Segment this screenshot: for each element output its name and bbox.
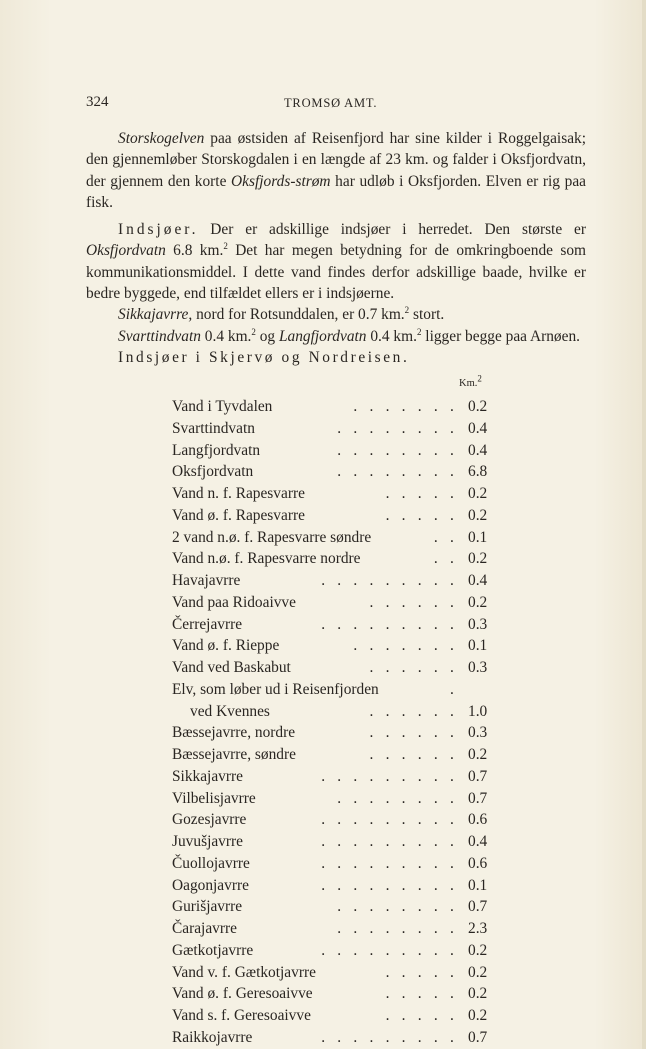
lake-name: Gætkotjavrre <box>172 941 254 959</box>
lake-name: Bæssejavrre, søndre <box>172 746 296 763</box>
table-row <box>172 505 492 527</box>
lake-name: 2 vand n.ø. f. Rapesvarre søndre <box>172 528 372 546</box>
leader-dots: . . . . . . . . . <box>321 1028 458 1046</box>
lake-area: 0.2 <box>468 985 488 1003</box>
leader-dots: . . . . . . . . . <box>321 833 458 850</box>
paragraph-indsjoer <box>86 219 586 304</box>
lake-area: 2.3 <box>468 920 488 937</box>
superscript: 2 <box>251 326 256 337</box>
leader-dots: . . . . . . <box>369 702 458 720</box>
lake-name: Elv, som løber ud i Reisenfjorden <box>172 680 379 698</box>
table-heading-paragraph <box>86 347 586 368</box>
superscript: 2 <box>416 326 422 337</box>
lake-name: Vilbelisjavrre <box>172 789 256 807</box>
lake-name: ved Kvennes <box>190 702 270 720</box>
lake-area: 6.8 <box>468 463 488 481</box>
paragraph-text: 0.4 km. <box>366 327 417 345</box>
lake-area: 0.2 <box>468 941 488 959</box>
lake-area: 0.2 <box>468 506 488 524</box>
paragraph-storskogelven <box>86 128 586 213</box>
lake-area: 0.7 <box>468 767 488 785</box>
leader-dots: . . . . . <box>385 506 458 524</box>
lake-name: Čerrejavrre <box>172 615 243 633</box>
lake-name: Langfjordvatn <box>172 441 261 459</box>
table-row <box>172 527 492 549</box>
table-row <box>172 918 492 940</box>
italic-term: Oksfjords-strøm <box>231 172 331 190</box>
lake-name: Vand v. f. Gætkotjavrre <box>172 963 316 981</box>
table-row <box>172 983 492 1005</box>
table-row <box>172 809 492 831</box>
lake-name: Vand n. f. Rapesvarre <box>172 485 305 502</box>
unit-header <box>459 373 482 389</box>
leader-dots: . . . . . . . <box>353 398 458 415</box>
superscript: 2 <box>223 241 228 252</box>
leader-dots: . . . . . . . . <box>337 789 458 807</box>
page-number: 324 <box>86 94 109 110</box>
table-row <box>172 679 492 701</box>
leader-dots: . . . . . <box>385 1007 458 1024</box>
leader-dots: . . . . . <box>385 985 458 1003</box>
paragraph-text: 6.8 km. <box>165 242 224 260</box>
table-row <box>172 614 492 636</box>
leader-dots: . . . . . . <box>369 746 458 763</box>
table-row <box>172 548 492 570</box>
lake-area: 0.4 <box>468 833 488 850</box>
body-text <box>86 128 586 368</box>
table-row <box>172 570 492 592</box>
table-row <box>172 896 492 918</box>
unit-label: Km. <box>459 378 478 389</box>
lake-area: 0.7 <box>468 789 488 807</box>
table-row <box>172 962 492 984</box>
lake-area: 0.1 <box>468 637 488 655</box>
paragraph-text: og <box>255 327 279 345</box>
paragraph-text: ligger begge paa Arnøen. <box>421 327 581 345</box>
lake-name: Oagonjavrre <box>172 876 249 894</box>
spaced-heading: Indsjøer. <box>118 221 199 239</box>
lake-name: Čuollojavrre <box>172 854 250 872</box>
lake-name: Vand ved Baskabut <box>172 659 291 676</box>
unit-superscript: 2 <box>477 373 482 384</box>
leader-dots: . . . . . . . . <box>337 441 458 459</box>
leader-dots: . . <box>433 528 458 546</box>
lake-name: Raikkojavrre <box>172 1028 253 1046</box>
lake-name: Vand s. f. Geresoaivve <box>172 1007 311 1024</box>
lake-area: 0.2 <box>468 485 488 502</box>
lake-name: Čarajavrre <box>172 920 237 937</box>
lake-name: Vand ø. f. Rieppe <box>172 637 280 655</box>
leader-dots: . . . . . . . . <box>337 463 458 481</box>
lake-area: 0.2 <box>468 746 488 763</box>
table-row <box>172 1005 492 1027</box>
lake-area: 0.3 <box>468 615 488 633</box>
table-row <box>172 440 492 462</box>
lake-area: 1.0 <box>468 702 488 720</box>
table-rows <box>172 396 492 1049</box>
lake-name: Svarttindvatn <box>172 419 255 437</box>
paragraph-text: paa østsiden af Reisenfjord har sine kilder i Roggelgaisak; den gjennemløber Storskogdalen i en længde af 23 km. og falder i Oksfjordvatn, der gjennem den korte <box>86 130 586 190</box>
table-row <box>172 592 492 614</box>
lake-area: 0.2 <box>468 398 488 415</box>
paragraph-sikkajavrre <box>86 304 586 325</box>
leader-dots: . . . . . . . <box>353 637 458 655</box>
table-row <box>172 744 492 766</box>
leader-dots: . . . . . . . . . <box>321 767 458 785</box>
lake-area: 0.4 <box>468 419 488 437</box>
leader-dots: . . . . . . <box>369 724 458 742</box>
lake-name: Sikkajavrre <box>172 767 243 785</box>
paragraph-text: 0.4 km. <box>200 327 252 345</box>
leader-dots: . . . . . . <box>369 659 458 676</box>
table-row <box>172 940 492 962</box>
lake-area: 0.2 <box>468 550 488 568</box>
lake-name: Havajavrre <box>172 572 241 589</box>
superscript: 2 <box>404 305 410 316</box>
table-row <box>172 831 492 853</box>
table-row <box>172 635 492 657</box>
leader-dots: . . . . . . . . <box>337 898 458 916</box>
table-row <box>172 657 492 679</box>
lake-area: 0.1 <box>468 876 488 894</box>
leader-dots: . . . . . <box>385 963 458 981</box>
lake-area: 0.2 <box>468 1007 488 1024</box>
italic-term: Langfjordvatn <box>278 327 367 345</box>
leader-dots: . . . . . . . . . <box>321 811 458 829</box>
lake-area: 0.2 <box>468 593 488 611</box>
leader-dots: . . <box>433 550 458 568</box>
table-row <box>172 483 492 505</box>
lake-area: 0.3 <box>468 659 488 676</box>
paragraph-text: nord for Rotsunddalen, er 0.7 km. <box>192 306 405 324</box>
table-row <box>172 766 492 788</box>
leader-dots: . . . . . . . . . <box>321 876 458 894</box>
lake-area: 0.2 <box>468 963 488 981</box>
lake-area: 0.4 <box>468 441 488 459</box>
paragraph-text: stort. <box>409 306 445 324</box>
lake-area: 0.3 <box>468 724 488 742</box>
table-row <box>172 788 492 810</box>
leader-dots: . . . . . . . . . <box>321 615 458 633</box>
lake-name: Gozesjavrre <box>172 811 247 829</box>
page-header <box>86 94 586 114</box>
table-row <box>172 722 492 744</box>
lake-area: 0.1 <box>468 528 488 546</box>
lake-name: Vand ø. f. Geresoaivve <box>172 985 313 1003</box>
leader-dots: . . . . . . . . . <box>321 941 458 959</box>
italic-term: Storskogelven <box>118 130 205 147</box>
leader-dots: . . . . . <box>385 485 458 502</box>
lake-name: Oksfjordvatn <box>172 463 254 481</box>
leader-dots: . . . . . . . . . <box>321 572 458 589</box>
italic-term: Oksfjordvatn <box>86 242 166 260</box>
lake-name: Gurišjavrre <box>172 898 243 916</box>
lake-area: 0.7 <box>468 1028 488 1046</box>
running-title: TROMSØ AMT. <box>284 96 378 110</box>
lake-area: 0.6 <box>468 854 488 872</box>
leader-dots: . . . . . . . . . <box>321 854 458 872</box>
table-row <box>172 1027 492 1049</box>
lake-name: Vand ø. f. Rapesvarre <box>172 506 305 524</box>
paragraph-text: Det har megen betydning for de omkringboende som kommunikationsmiddel. I dette vand findes derfor adskillige baade, hvilke er bedre byggede, end tilfældet ellers er i indsjøerne. <box>86 242 586 303</box>
lake-name: Vand paa Ridoaivve <box>172 593 296 611</box>
table-row <box>172 418 492 440</box>
table-row <box>172 853 492 875</box>
paragraph-text: har udløb i Oksfjorden. Elven er rig paa fisk. <box>86 172 586 211</box>
table-heading: Indsjøer i Skjervø og Nordreisen. <box>118 348 410 366</box>
lake-area: 0.4 <box>468 572 488 589</box>
italic-term: Svarttindvatn <box>118 327 201 345</box>
lake-name: Vand n.ø. f. Rapesvarre nordre <box>172 550 361 568</box>
leader-dots: . . . . . . <box>369 593 458 611</box>
paragraph-text: Der er adskillige indsjøer i herredet. Den største er <box>198 221 586 239</box>
paragraph-svarttindvatn <box>86 326 586 347</box>
table-row <box>172 461 492 483</box>
lake-name: Juvušjavrre <box>172 833 243 850</box>
lake-area: 0.7 <box>468 898 488 916</box>
lake-name: Bæssejavrre, nordre <box>172 724 296 742</box>
italic-term: Sikkajavrre, <box>118 306 193 324</box>
table-row <box>172 396 492 418</box>
leader-dots: . <box>449 680 458 698</box>
table-row <box>172 875 492 897</box>
page-edge <box>642 0 646 1049</box>
table-row <box>172 701 492 723</box>
lake-name: Vand i Tyvdalen <box>172 398 273 415</box>
leader-dots: . . . . . . . . <box>337 419 458 437</box>
leader-dots: . . . . . . . . <box>337 920 458 937</box>
lake-area: 0.6 <box>468 811 488 829</box>
